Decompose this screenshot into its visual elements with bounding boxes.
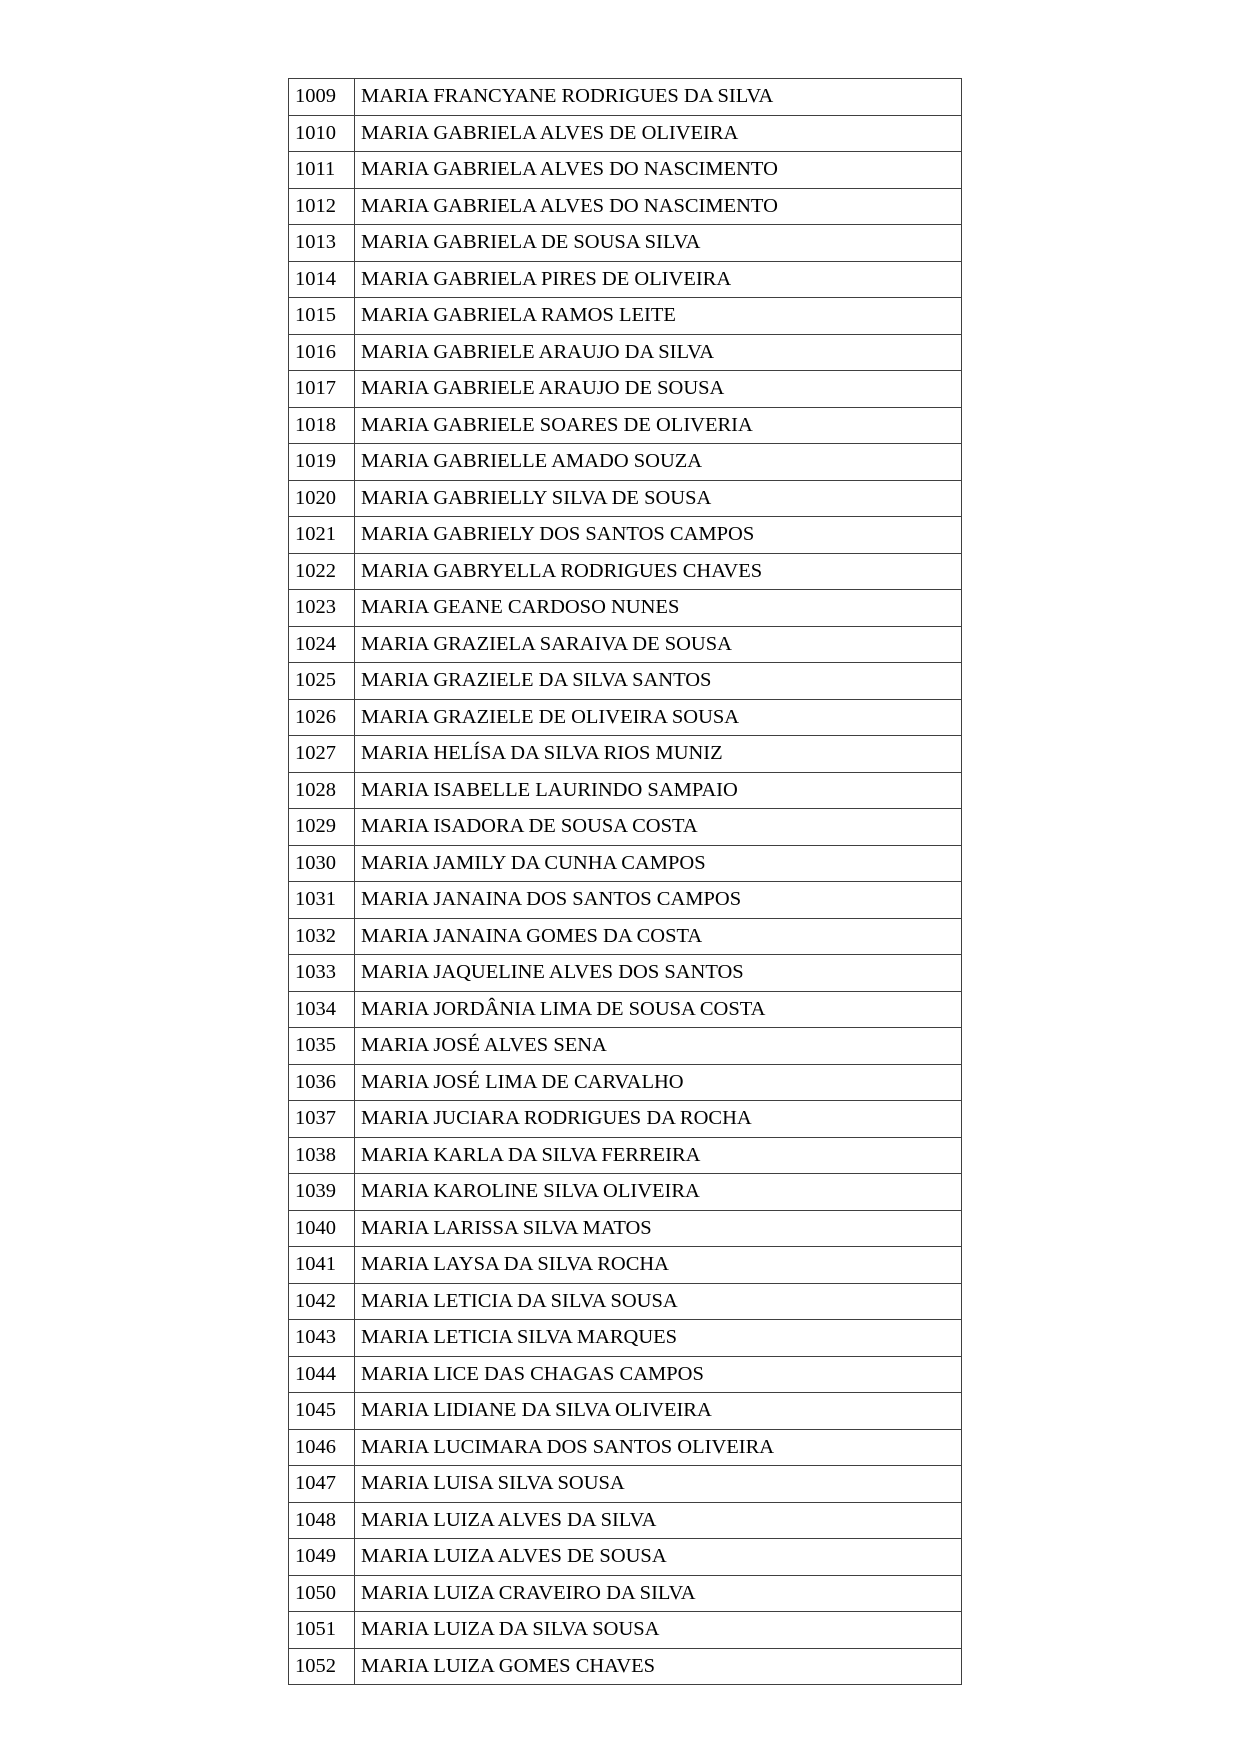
row-number: 1040 xyxy=(289,1210,355,1247)
row-name: MARIA LUIZA ALVES DE SOUSA xyxy=(355,1539,962,1576)
table-row xyxy=(289,772,962,809)
table-row xyxy=(289,1247,962,1284)
row-name: MARIA LUCIMARA DOS SANTOS OLIVEIRA xyxy=(355,1429,962,1466)
table-row xyxy=(289,991,962,1028)
row-number: 1011 xyxy=(289,152,355,189)
table-row xyxy=(289,1174,962,1211)
table-row xyxy=(289,371,962,408)
row-name: MARIA GABRIELA ALVES DO NASCIMENTO xyxy=(355,152,962,189)
row-name: MARIA GABRIELLE AMADO SOUZA xyxy=(355,444,962,481)
row-number: 1032 xyxy=(289,918,355,955)
table-row xyxy=(289,1575,962,1612)
row-name: MARIA JOSÉ LIMA DE CARVALHO xyxy=(355,1064,962,1101)
row-number: 1031 xyxy=(289,882,355,919)
row-number: 1034 xyxy=(289,991,355,1028)
row-number: 1016 xyxy=(289,334,355,371)
table-row xyxy=(289,1429,962,1466)
row-number: 1009 xyxy=(289,79,355,116)
row-number: 1023 xyxy=(289,590,355,627)
row-name: MARIA JUCIARA RODRIGUES DA ROCHA xyxy=(355,1101,962,1138)
table-row xyxy=(289,918,962,955)
table-row xyxy=(289,736,962,773)
table-row xyxy=(289,882,962,919)
row-name: MARIA GEANE CARDOSO NUNES xyxy=(355,590,962,627)
table-row xyxy=(289,225,962,262)
row-number: 1037 xyxy=(289,1101,355,1138)
row-name: MARIA LETICIA SILVA MARQUES xyxy=(355,1320,962,1357)
row-name: MARIA LUIZA ALVES DA SILVA xyxy=(355,1502,962,1539)
row-number: 1046 xyxy=(289,1429,355,1466)
row-name: MARIA GABRIELA ALVES DE OLIVEIRA xyxy=(355,115,962,152)
row-number: 1029 xyxy=(289,809,355,846)
table-row xyxy=(289,553,962,590)
row-name: MARIA JAMILY DA CUNHA CAMPOS xyxy=(355,845,962,882)
row-name: MARIA GABRIELA RAMOS LEITE xyxy=(355,298,962,335)
table-row xyxy=(289,809,962,846)
row-number: 1052 xyxy=(289,1648,355,1685)
table-row xyxy=(289,590,962,627)
row-number: 1024 xyxy=(289,626,355,663)
row-name: MARIA FRANCYANE RODRIGUES DA SILVA xyxy=(355,79,962,116)
row-name: MARIA LAYSA DA SILVA ROCHA xyxy=(355,1247,962,1284)
row-name: MARIA JANAINA DOS SANTOS CAMPOS xyxy=(355,882,962,919)
row-number: 1047 xyxy=(289,1466,355,1503)
row-name: MARIA KAROLINE SILVA OLIVEIRA xyxy=(355,1174,962,1211)
row-name: MARIA LUISA SILVA SOUSA xyxy=(355,1466,962,1503)
row-number: 1019 xyxy=(289,444,355,481)
row-number: 1050 xyxy=(289,1575,355,1612)
row-name: MARIA LIDIANE DA SILVA OLIVEIRA xyxy=(355,1393,962,1430)
row-name: MARIA HELÍSA DA SILVA RIOS MUNIZ xyxy=(355,736,962,773)
row-name: MARIA GABRIELE ARAUJO DA SILVA xyxy=(355,334,962,371)
row-name: MARIA GRAZIELE DA SILVA SANTOS xyxy=(355,663,962,700)
names-table xyxy=(288,78,962,1685)
row-name: MARIA LUIZA DA SILVA SOUSA xyxy=(355,1612,962,1649)
table-row xyxy=(289,955,962,992)
row-number: 1043 xyxy=(289,1320,355,1357)
row-number: 1039 xyxy=(289,1174,355,1211)
row-name: MARIA GABRIELE SOARES DE OLIVERIA xyxy=(355,407,962,444)
row-name: MARIA KARLA DA SILVA FERREIRA xyxy=(355,1137,962,1174)
row-name: MARIA LARISSA SILVA MATOS xyxy=(355,1210,962,1247)
row-number: 1036 xyxy=(289,1064,355,1101)
table-row xyxy=(289,188,962,225)
table-row xyxy=(289,1612,962,1649)
row-name: MARIA LETICIA DA SILVA SOUSA xyxy=(355,1283,962,1320)
table-row xyxy=(289,1356,962,1393)
table-row xyxy=(289,1064,962,1101)
row-name: MARIA GABRIELA PIRES DE OLIVEIRA xyxy=(355,261,962,298)
row-number: 1012 xyxy=(289,188,355,225)
row-name: MARIA GABRYELLA RODRIGUES CHAVES xyxy=(355,553,962,590)
row-number: 1015 xyxy=(289,298,355,335)
row-name: MARIA GRAZIELE DE OLIVEIRA SOUSA xyxy=(355,699,962,736)
row-name: MARIA JANAINA GOMES DA COSTA xyxy=(355,918,962,955)
row-name: MARIA ISABELLE LAURINDO SAMPAIO xyxy=(355,772,962,809)
table-row xyxy=(289,1466,962,1503)
table-row xyxy=(289,517,962,554)
row-number: 1025 xyxy=(289,663,355,700)
table-body xyxy=(289,79,962,1685)
row-number: 1021 xyxy=(289,517,355,554)
row-number: 1022 xyxy=(289,553,355,590)
row-number: 1045 xyxy=(289,1393,355,1430)
table-row xyxy=(289,115,962,152)
row-number: 1027 xyxy=(289,736,355,773)
row-number: 1038 xyxy=(289,1137,355,1174)
row-number: 1051 xyxy=(289,1612,355,1649)
table-row xyxy=(289,1028,962,1065)
row-number: 1010 xyxy=(289,115,355,152)
table-row xyxy=(289,407,962,444)
row-name: MARIA GABRIELLY SILVA DE SOUSA xyxy=(355,480,962,517)
row-number: 1041 xyxy=(289,1247,355,1284)
row-name: MARIA ISADORA DE SOUSA COSTA xyxy=(355,809,962,846)
row-number: 1028 xyxy=(289,772,355,809)
table-row xyxy=(289,1210,962,1247)
table-row xyxy=(289,79,962,116)
row-name: MARIA GABRIELY DOS SANTOS CAMPOS xyxy=(355,517,962,554)
row-name: MARIA GABRIELA DE SOUSA SILVA xyxy=(355,225,962,262)
row-number: 1026 xyxy=(289,699,355,736)
row-number: 1049 xyxy=(289,1539,355,1576)
row-number: 1020 xyxy=(289,480,355,517)
table-row xyxy=(289,261,962,298)
row-number: 1014 xyxy=(289,261,355,298)
table-row xyxy=(289,699,962,736)
row-name: MARIA GABRIELA ALVES DO NASCIMENTO xyxy=(355,188,962,225)
table-row xyxy=(289,1137,962,1174)
row-name: MARIA GRAZIELA SARAIVA DE SOUSA xyxy=(355,626,962,663)
table-row xyxy=(289,444,962,481)
row-number: 1042 xyxy=(289,1283,355,1320)
table-row xyxy=(289,1101,962,1138)
table-row xyxy=(289,1502,962,1539)
table-row xyxy=(289,626,962,663)
table-row xyxy=(289,1283,962,1320)
row-number: 1048 xyxy=(289,1502,355,1539)
row-name: MARIA LICE DAS CHAGAS CAMPOS xyxy=(355,1356,962,1393)
row-name: MARIA LUIZA GOMES CHAVES xyxy=(355,1648,962,1685)
row-number: 1035 xyxy=(289,1028,355,1065)
table-row xyxy=(289,298,962,335)
table-row xyxy=(289,480,962,517)
row-name: MARIA JAQUELINE ALVES DOS SANTOS xyxy=(355,955,962,992)
row-name: MARIA LUIZA CRAVEIRO DA SILVA xyxy=(355,1575,962,1612)
table-row xyxy=(289,663,962,700)
row-number: 1033 xyxy=(289,955,355,992)
row-number: 1017 xyxy=(289,371,355,408)
row-number: 1030 xyxy=(289,845,355,882)
row-number: 1018 xyxy=(289,407,355,444)
row-number: 1013 xyxy=(289,225,355,262)
table-row xyxy=(289,152,962,189)
table-row xyxy=(289,845,962,882)
table-row xyxy=(289,1648,962,1685)
row-number: 1044 xyxy=(289,1356,355,1393)
row-name: MARIA JOSÉ ALVES SENA xyxy=(355,1028,962,1065)
table-row xyxy=(289,1320,962,1357)
table-row xyxy=(289,1539,962,1576)
table-row xyxy=(289,334,962,371)
row-name: MARIA JORDÂNIA LIMA DE SOUSA COSTA xyxy=(355,991,962,1028)
row-name: MARIA GABRIELE ARAUJO DE SOUSA xyxy=(355,371,962,408)
table-row xyxy=(289,1393,962,1430)
